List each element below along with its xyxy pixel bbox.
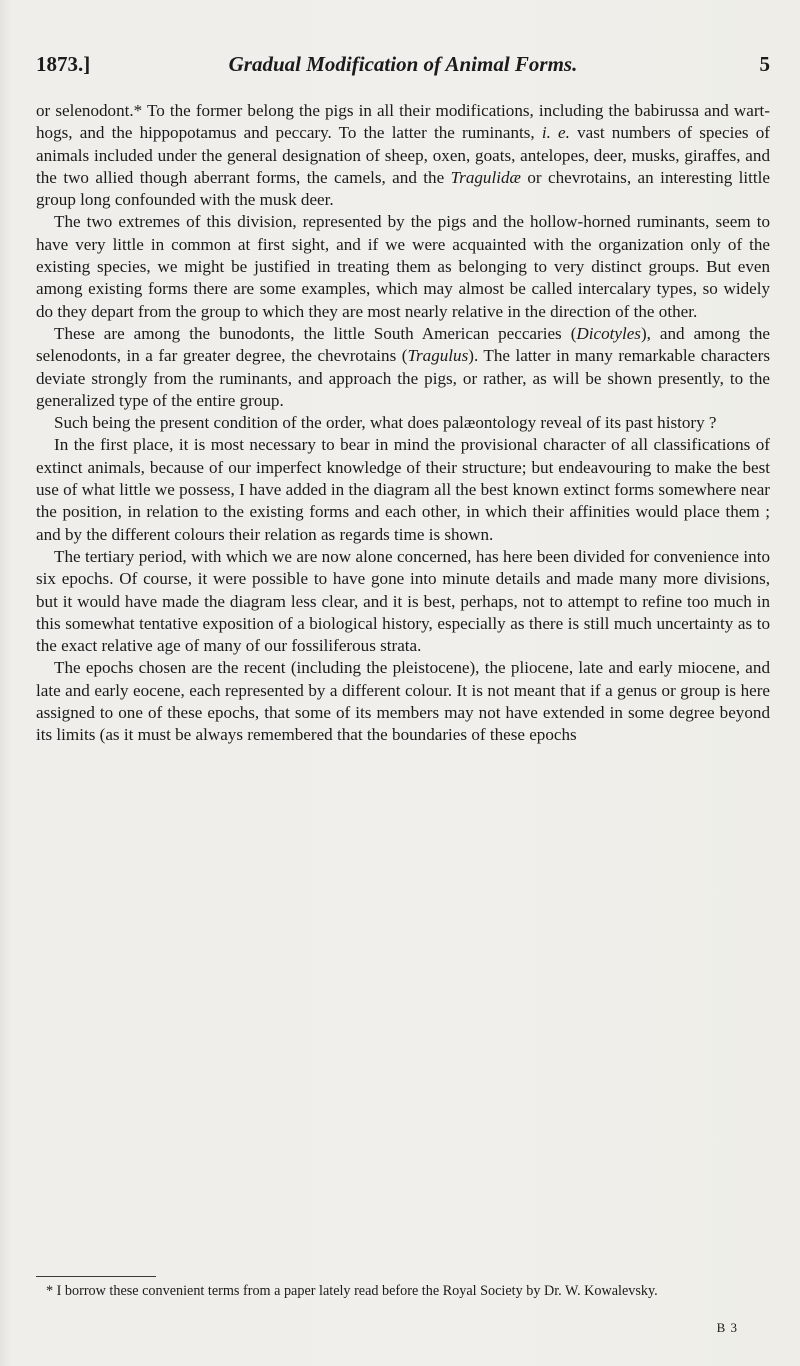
text-run: The two extremes of this division, represented by the pigs and the hollow-horned ruminants, seem to have very little in common at first sight, and if we were acquainted with the organization only of the existing species, we might be justified in treating them as belonging to very distinct groups. But even among existing forms there are some examples, which may almost be called intercalary types, so widely do they depart from the group to which they are most nearly relative in the direction of the other. bbox=[36, 212, 770, 321]
text-run: In the first place, it is most necessary to bear in mind the provisional character of all classifications of extinct animals, because of our imperfect knowledge of their structure; but endeavouring to make the best use of what little we possess, I have added in the diagram all the best known extinct forms somewhere near the position, in relation to the existing forms and each other, in which their affinities would place them ; and by the different colours their relation as regards time is shown. bbox=[36, 435, 770, 544]
italic-term: Dicotyles bbox=[576, 323, 641, 343]
footnote-text: * I borrow these convenient terms from a paper lately read before the Royal Society by Dr. W. Kowalevsky. bbox=[46, 1283, 658, 1299]
footnote-rule bbox=[36, 1276, 156, 1277]
paragraph bbox=[36, 100, 770, 211]
header-year: 1873.] bbox=[36, 52, 91, 76]
running-header bbox=[36, 52, 770, 82]
text-run: The epochs chosen are the recent (including the pleistocene), the pliocene, late and early miocene, and late and early eocene, each represented by a different colour. It is not meant that if a genus or group is here assigned to one of these epochs, that some of its members may not have extended in some degree beyond its limits (as it must be always remembered that the boundaries of these epochs bbox=[36, 658, 770, 745]
header-title: Gradual Modification of Animal Forms. bbox=[228, 52, 578, 76]
text-run: vast numbers of species of animals included under the general designation of sheep, oxen, goats, antelopes, deer, musks, giraffes, and the two allied though aberrant forms, the camels, and the bbox=[36, 123, 770, 187]
paragraph bbox=[36, 434, 770, 545]
text-run: The tertiary period, with which we are now alone concerned, has here been divided for convenience into six epochs. Of course, it were possible to have gone into minute details and made many more divisions, but it would have made the diagram less clear, and it is best, perhaps, not to attempt to refine too much in this somewhat tentative exposition of a biological history, especially as there is still much uncertainty as to the exact relative age of many of our fossiliferous strata. bbox=[36, 546, 770, 656]
italic-term: i. e. bbox=[541, 123, 570, 143]
paragraph bbox=[36, 657, 770, 746]
text-run: or selenodont.* To the former belong the pigs in all their modifications, including the babirussa and wart-hogs, and the hippopotamus and peccary. To the latter the ruminants, bbox=[36, 101, 770, 143]
paragraph bbox=[36, 546, 770, 657]
text-run: ), and among the selenodonts, in a far greater degree, the chevrotains ( bbox=[36, 323, 770, 366]
body-text bbox=[36, 100, 770, 747]
italic-term: Tragulidæ bbox=[450, 167, 521, 187]
text-run: These are among the bunodonts, the little South American peccaries ( bbox=[54, 323, 577, 343]
text-run: Such being the present condition of the order, what does palæontology reveal of its past history ? bbox=[54, 413, 717, 433]
paragraph bbox=[36, 323, 770, 412]
text-run: ). The latter in many remarkable characters deviate strongly from the ruminants, and approach the pigs, or rather, as will be shown presently, to the generalized type of the entire group. bbox=[36, 346, 770, 410]
page-number: 5 bbox=[759, 52, 770, 76]
footnote bbox=[36, 1283, 770, 1301]
text-run: or chevrotains, an interesting little group long confounded with the musk deer. bbox=[36, 167, 771, 210]
paragraph bbox=[36, 412, 770, 434]
paragraph bbox=[36, 211, 770, 322]
signature-mark: B 3 bbox=[716, 1320, 738, 1335]
italic-term: Tragulus bbox=[407, 346, 469, 366]
